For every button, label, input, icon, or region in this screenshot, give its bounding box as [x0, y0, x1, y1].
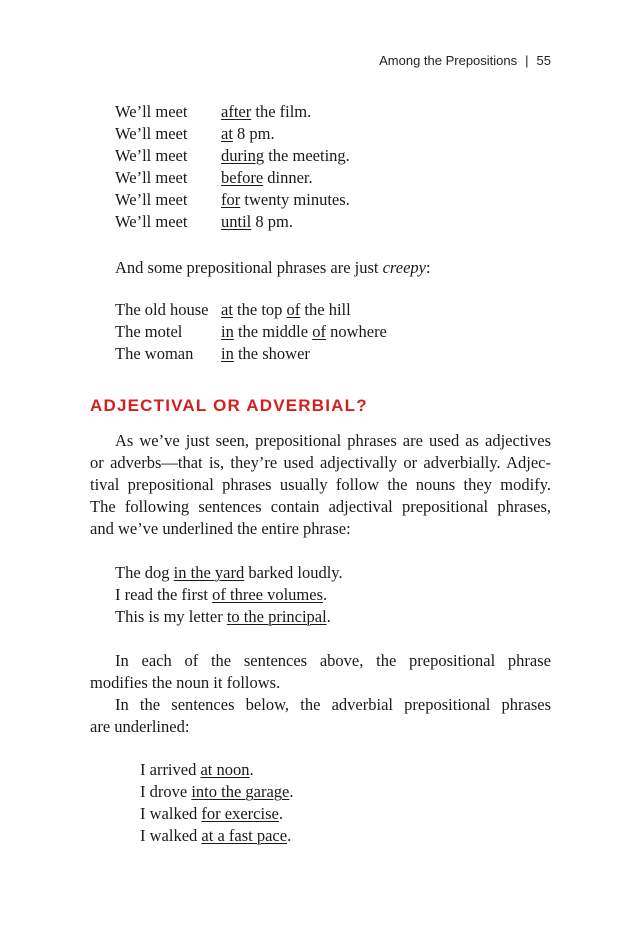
example-line: We’ll meet after the film. [115, 102, 312, 121]
creepy-intro: And some prepositional phrases are just creepy: [115, 258, 431, 277]
paragraph-noun-modifier: In each of the sentences above, the prepositional phrase modifies the noun it follows. In the sentences below, the adverbial prepositional phrases are underlined: [90, 651, 551, 736]
adverbial-examples [140, 759, 294, 847]
example-line: This is my letter to the principal. [115, 607, 331, 626]
example-line: We’ll meet until 8 pm. [115, 212, 293, 231]
page-number: 55 [536, 53, 551, 68]
example-line: I walked at a fast pace. [140, 826, 292, 845]
example-line: The woman in the shower [115, 344, 310, 363]
example-line: I drove into the garage. [140, 782, 294, 801]
example-line: I read the first of three volumes. [115, 585, 328, 604]
running-title: Among the Prepositions [379, 53, 518, 68]
running-header [379, 53, 551, 68]
example-line: We’ll meet during the meeting. [115, 146, 350, 165]
example-line: The old house at the top of the hill [115, 300, 351, 319]
meet-examples [115, 101, 350, 233]
example-line: We’ll meet for twenty minutes. [115, 190, 350, 209]
paragraph-adjectival-intro: As we’ve just seen, prepositional phrases are used as adjectives or adverbs—that is, they’re used adjectivally or adverbially. Adjec- tival prepositional phrases usually follow the nouns they modify. The following sentences contain adjectival prepositional phrases, and we’ve underlined the entire phrase: [90, 431, 551, 538]
example-line: The dog in the yard barked loudly. [115, 563, 343, 582]
section-heading: ADJECTIVAL OR ADVERBIAL? [90, 396, 368, 415]
example-line: We’ll meet before dinner. [115, 168, 313, 187]
example-line: The motel in the middle of nowhere [115, 322, 387, 341]
header-separator: | [525, 53, 529, 68]
example-line: I arrived at noon. [140, 760, 254, 779]
example-line: We’ll meet at 8 pm. [115, 124, 275, 143]
example-line: I walked for exercise. [140, 804, 283, 823]
creepy-examples [115, 299, 387, 365]
adjectival-examples [115, 562, 343, 628]
